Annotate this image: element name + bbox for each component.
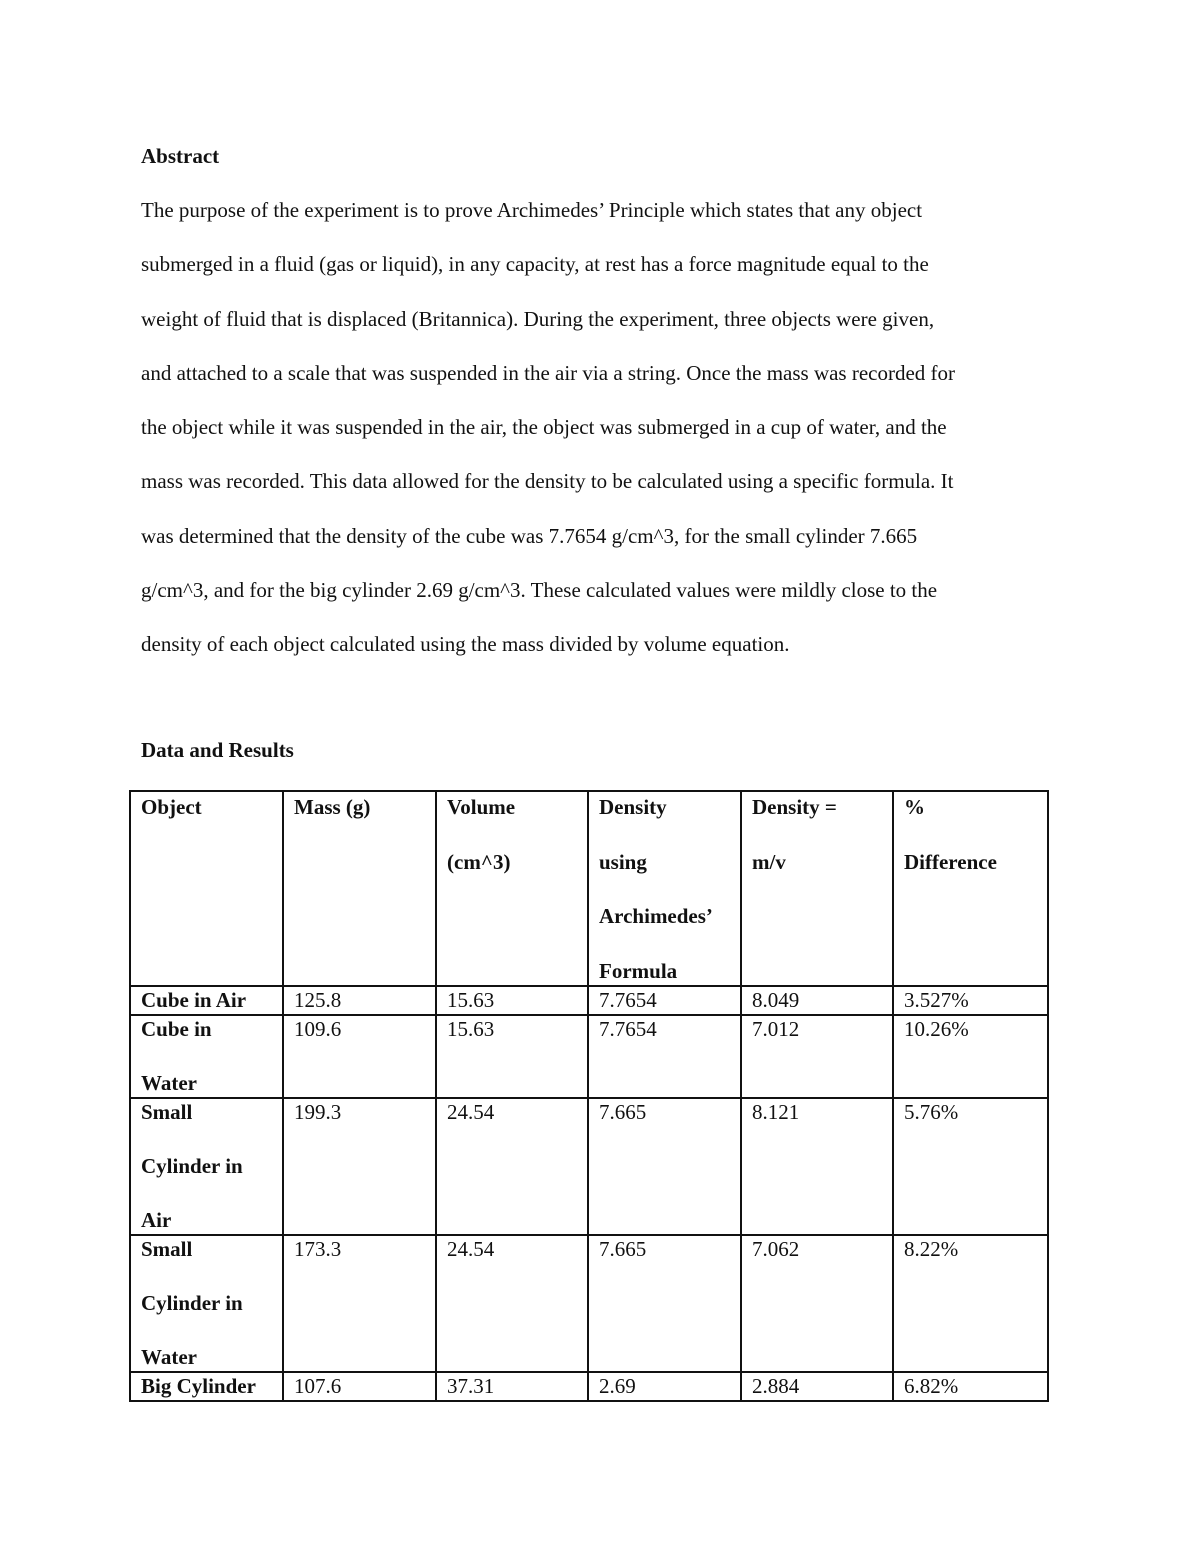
data-results-heading: Data and Results [141,738,294,762]
cell-mass: 107.6 [283,1372,436,1401]
cell-volume: 37.31 [436,1372,588,1401]
cell-object: Small Cylinder in Water [130,1235,283,1372]
cell-difference: 6.82% [893,1372,1048,1401]
cell-volume: 24.54 [436,1098,588,1235]
header-volume: Volume (cm^3) [436,791,588,986]
cell-difference: 5.76% [893,1098,1048,1235]
cell-object: Small Cylinder in Air [130,1098,283,1235]
cell-mass: 173.3 [283,1235,436,1372]
cell-object: Cube in Air [130,986,283,1015]
abstract-line: g/cm^3, and for the big cylinder 2.69 g/cm^3. These calculated values were mildly close to the [141,578,938,603]
abstract-heading: Abstract [141,144,220,168]
cell-difference: 10.26% [893,1015,1048,1098]
cell-difference: 3.527% [893,986,1048,1015]
table-header-row [130,791,1048,986]
abstract-line: weight of fluid that is displaced (Britannica). During the experiment, three objects were given, [141,306,935,331]
cell-difference: 8.22% [893,1235,1048,1372]
abstract-paragraph [141,196,1081,685]
cell-density-archimedes: 2.69 [588,1372,741,1401]
cell-density-archimedes: 7.7654 [588,986,741,1015]
cell-density-archimedes: 7.665 [588,1235,741,1372]
table-row [130,1015,1048,1098]
header-mass: Mass (g) [283,791,436,986]
table-row [130,1372,1048,1401]
table-row [130,1235,1048,1372]
abstract-line: was determined that the density of the cube was 7.7654 g/cm^3, for the small cylinder 7.665 [141,523,918,548]
cell-object: Big Cylinder [130,1372,283,1401]
cell-density-mv: 2.884 [741,1372,893,1401]
abstract-line: mass was recorded. This data allowed for the density to be calculated using a specific formula. It [141,469,954,494]
cell-object: Cube in Water [130,1015,283,1098]
cell-density-archimedes: 7.665 [588,1098,741,1235]
header-density-archimedes: Density using Archimedes’ Formula [588,791,741,986]
cell-volume: 15.63 [436,1015,588,1098]
abstract-line: density of each object calculated using the mass divided by volume equation. [141,632,790,657]
cell-mass: 199.3 [283,1098,436,1235]
cell-density-mv: 7.062 [741,1235,893,1372]
table-row [130,986,1048,1015]
cell-density-mv: 7.012 [741,1015,893,1098]
results-table [129,790,1049,1402]
cell-volume: 15.63 [436,986,588,1015]
abstract-line: The purpose of the experiment is to prove Archimedes’ Principle which states that any object [141,198,923,222]
cell-density-mv: 8.121 [741,1098,893,1235]
cell-volume: 24.54 [436,1235,588,1372]
cell-density-archimedes: 7.7654 [588,1015,741,1098]
abstract-line: the object while it was suspended in the air, the object was submerged in a cup of water, and the [141,415,947,440]
abstract-line: and attached to a scale that was suspended in the air via a string. Once the mass was recorded for [141,360,956,385]
table-row [130,1098,1048,1235]
cell-mass: 125.8 [283,986,436,1015]
header-object: Object [130,791,283,986]
cell-density-mv: 8.049 [741,986,893,1015]
header-difference: % Difference [893,791,1048,986]
abstract-line: submerged in a fluid (gas or liquid), in any capacity, at rest has a force magnitude equal to the [141,252,929,277]
cell-mass: 109.6 [283,1015,436,1098]
header-density-mv: Density = m/v [741,791,893,986]
